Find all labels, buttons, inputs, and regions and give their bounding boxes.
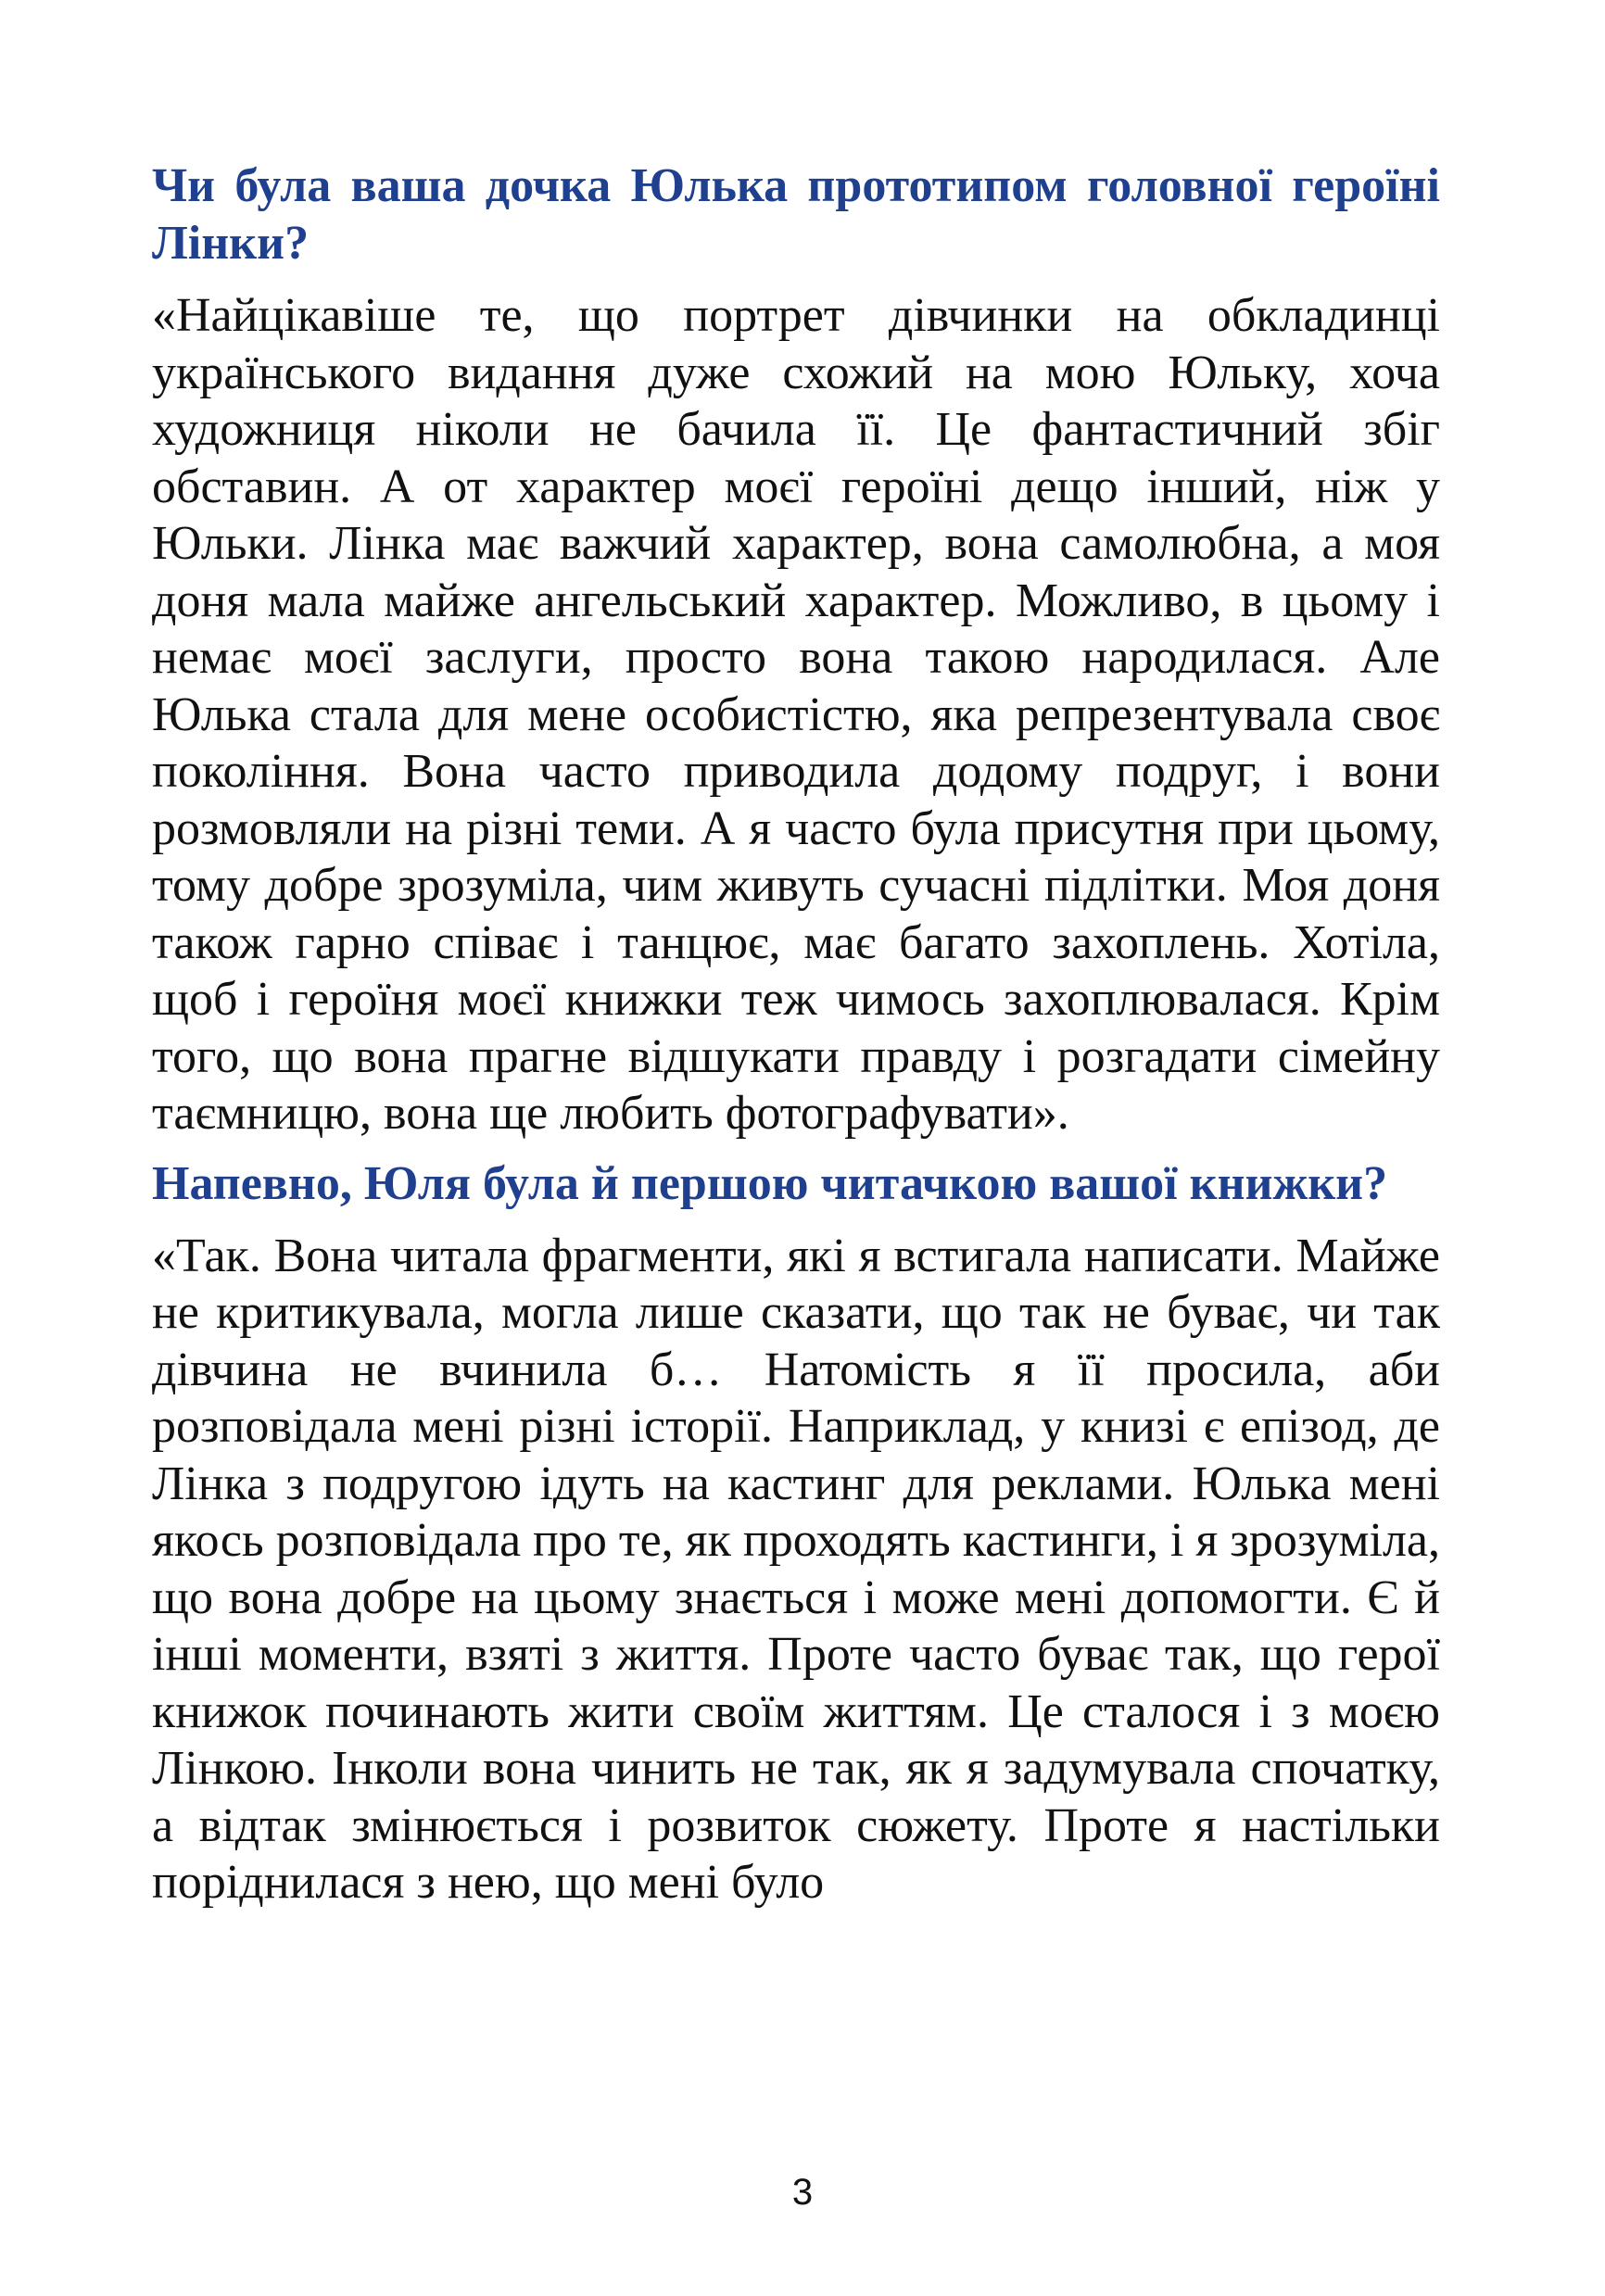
page-number: 3 bbox=[791, 2172, 814, 2213]
qa-block-2 bbox=[152, 1155, 1440, 1911]
interview-question: Напевно, Юля була й першою читачкою вашої книжки? bbox=[152, 1156, 1388, 1210]
interview-question: Чи була ваша дочка Юлька прототипом головної героїні Лінки? bbox=[152, 159, 1440, 270]
interview-answer: «Найцікавіше те, що портрет дівчинки на обкладинці українського видання дуже схожий на мою Юльку, хоча художниця ніколи не бачила її. Це фантастичний збіг обставин. А от характер моєї героїні дещо інший, ніж у Юльки. Лінка має важчий характер, вона самолюбна, а моя доня мала майже ангельський характер. Можливо, в цьому і немає моєї заслуги, просто вона такою народилася. Але Юлька стала для мене особистістю, яка репрезентувала своє покоління. Вона часто приводила додому подруг, і вони розмовляли на різні теми. А я часто була присутня при цьому, тому добре зрозуміла, чим живуть сучасні підлітки. Моя доня також гарно співає і танцює, має багато захоплень. Хотіла, щоб і героїня моєї книжки теж чимось захоплювалася. Крім того, що вона прагне відшукати правду і розгадати сімейну таємницю, вона ще любить фотографувати». bbox=[152, 289, 1440, 1140]
interview-answer: «Так. Вона читала фрагменти, які я встигала написати. Майже не критикувала, могла лише сказати, що так не буває, чи так дівчина не вчинила б… Натомість я її просила, аби розповідала мені різні історії. Наприклад, у книзі є епізод, де Лінка з подругою ідуть на кастинг для реклами. Юлька мені якось розповідала про те, як проходять кастинги, і я зрозуміла, що вона добре на цьому знається і може мені допомогти. Є й інші моменти, взяті з життя. Проте часто буває так, що герої книжок починають жити своїм життям. Це сталося і з моєю Лінкою. Інколи вона чинить не так, як я задумувала спочатку, а відтак змінюється і розвиток сюжету. Проте я настільки поріднилася з нею, що мені було bbox=[152, 1229, 1440, 1909]
qa-block-1 bbox=[152, 158, 1440, 1142]
page-content bbox=[152, 158, 1440, 1924]
